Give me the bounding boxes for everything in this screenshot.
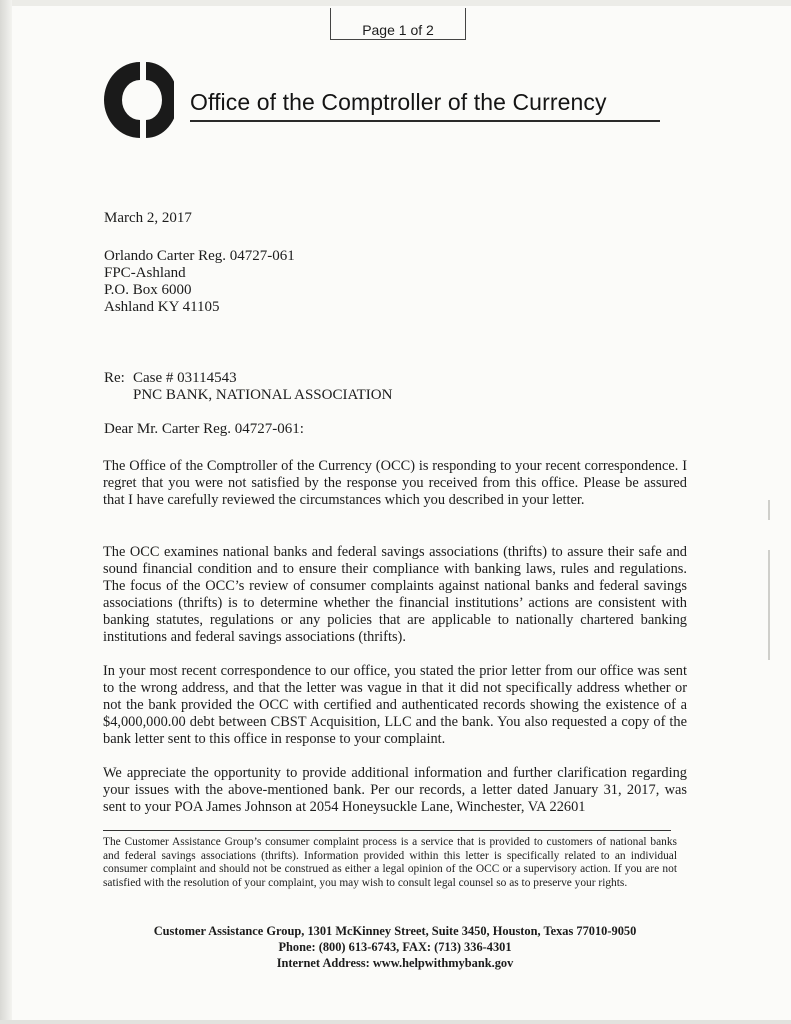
recipient-line: FPC-Ashland — [104, 265, 186, 281]
re-label: Re: — [104, 370, 125, 386]
letter-date: March 2, 2017 — [104, 210, 192, 226]
scan-top-edge — [0, 0, 791, 6]
page-counter: Page 1 of 2 — [330, 8, 466, 40]
body-paragraph: In your most recent correspondence to our office, you stated the prior letter from our office was sent to the wrong address, and that the letter was vague in that it did not specifically address whether or not the bank provided the OCC with certified and authenticated records showing the existence of a $4,000,000.00 debt between CBST Acquisition, LLC and the bank. You also requested a copy of the bank letter sent to this office in response to your complaint. — [103, 663, 687, 747]
occ-logo-icon — [100, 60, 174, 140]
recipient-line: P.O. Box 6000 — [104, 282, 192, 298]
body-paragraph: We appreciate the opportunity to provide additional information and further clarification regarding your issues with the above-mentioned bank. Per our records, a letter dated January 31, 2017, was sent to your POA James Johnson at 2054 Honeysuckle Lane, Winchester, VA 22601 — [103, 765, 687, 815]
bank-name: PNC BANK, NATIONAL ASSOCIATION — [133, 387, 393, 403]
scan-left-edge — [0, 0, 12, 1024]
body-paragraph: The Office of the Comptroller of the Currency (OCC) is responding to your recent correspondence. I regret that you were not satisfied by the response you received from this office. Please be assured that I have carefully reviewed the circumstances which you described in your letter. — [103, 458, 687, 508]
footnote-rule — [103, 830, 671, 831]
scan-artifact — [768, 500, 770, 520]
body-paragraph: The OCC examines national banks and federal savings associations (thrifts) to assure their safe and sound financial condition and to ensure their compliance with banking laws, rules and regulations. The focus of the OCC’s review of consumer complaints against national banks and federal savings associations (thrifts) is to determine whether the financial institutions’ actions are consistent with banking statutes, regulations or any policies that are applicable to nationally chartered banking institutions and federal savings associations (thrifts). — [103, 544, 687, 645]
contact-phone: Phone: (800) 613-6743, FAX: (713) 336-4301 — [278, 940, 512, 954]
case-number: Case # 03114543 — [133, 370, 237, 386]
agency-name: Office of the Comptroller of the Currency — [190, 89, 607, 115]
footnote: The Customer Assistance Group’s consumer complaint process is a service that is provided to customers of national banks and federal savings associations (thrifts). Information provided within this letter is specifically related to an individual consumer complaint and should not be construed as either a legal opinion of the OCC or a supervisory action. If you are not satisfied with the resolution of your complaint, you may wish to consult legal counsel so as to preserve your rights. — [103, 836, 677, 889]
scan-artifact — [768, 550, 770, 660]
contact-website: Internet Address: www.helpwithmybank.gov — [276, 956, 514, 970]
scan-bottom-edge — [0, 1020, 791, 1024]
recipient-line: Ashland KY 41105 — [104, 299, 220, 315]
header-rule — [190, 120, 660, 122]
contact-address: Customer Assistance Group, 1301 McKinney Street, Suite 3450, Houston, Texas 77010-9050 — [153, 924, 637, 938]
recipient-line: Orlando Carter Reg. 04727-061 — [104, 248, 295, 264]
salutation: Dear Mr. Carter Reg. 04727-061: — [104, 421, 304, 437]
